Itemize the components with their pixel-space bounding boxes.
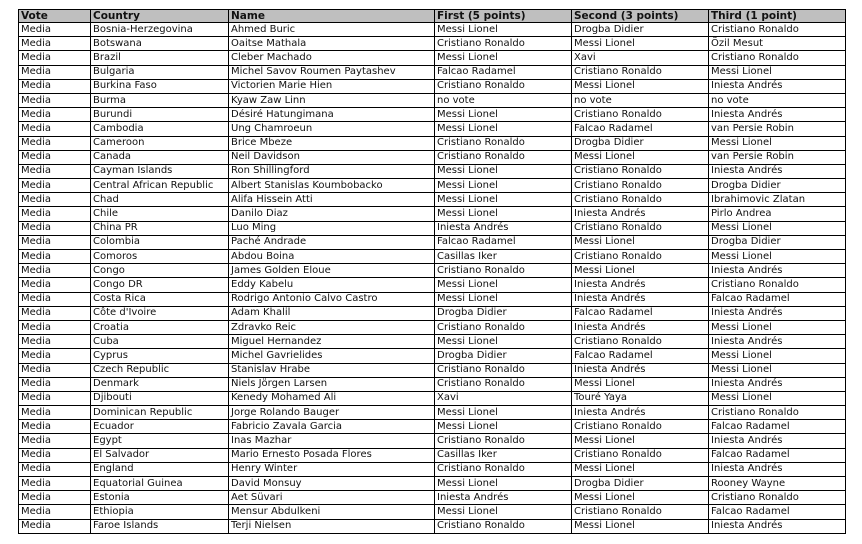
cell-country: Congo DR xyxy=(91,278,229,292)
cell-name: Ahmed Buric xyxy=(229,23,435,37)
cell-first: Messi Lionel xyxy=(435,51,572,65)
cell-second: Messi Lionel xyxy=(572,462,709,476)
table-row xyxy=(19,264,846,278)
cell-first: Falcao Radamel xyxy=(435,235,572,249)
cell-name: Cleber Machado xyxy=(229,51,435,65)
cell-third: Cristiano Ronaldo xyxy=(709,406,846,420)
cell-country: Colombia xyxy=(91,235,229,249)
table-body xyxy=(19,23,846,534)
cell-first: Messi Lionel xyxy=(435,108,572,122)
cell-third: Falcao Radamel xyxy=(709,292,846,306)
cell-country: Czech Republic xyxy=(91,363,229,377)
cell-name: Brice Mbeze xyxy=(229,136,435,150)
cell-third: Cristiano Ronaldo xyxy=(709,278,846,292)
cell-first: Messi Lionel xyxy=(435,207,572,221)
cell-first: Messi Lionel xyxy=(435,23,572,37)
table-row xyxy=(19,235,846,249)
cell-name: Rodrigo Antonio Calvo Castro xyxy=(229,292,435,306)
cell-country: Croatia xyxy=(91,320,229,334)
cell-third: Iniesta Andrés xyxy=(709,335,846,349)
header-vote: Vote xyxy=(19,10,91,23)
cell-second: Cristiano Ronaldo xyxy=(572,420,709,434)
cell-third: Messi Lionel xyxy=(709,250,846,264)
cell-first: Iniesta Andrés xyxy=(435,221,572,235)
cell-vote: Media xyxy=(19,462,91,476)
header-third: Third (1 point) xyxy=(709,10,846,23)
table-row xyxy=(19,65,846,79)
cell-first: Messi Lionel xyxy=(435,335,572,349)
cell-vote: Media xyxy=(19,93,91,107)
cell-second: Messi Lionel xyxy=(572,235,709,249)
cell-first: Xavi xyxy=(435,391,572,405)
cell-first: Cristiano Ronaldo xyxy=(435,150,572,164)
cell-third: Messi Lionel xyxy=(709,320,846,334)
table-row xyxy=(19,37,846,51)
cell-second: Cristiano Ronaldo xyxy=(572,448,709,462)
cell-name: Michel Savov Roumen Paytashev xyxy=(229,65,435,79)
cell-vote: Media xyxy=(19,306,91,320)
cell-third: Iniesta Andrés xyxy=(709,164,846,178)
cell-vote: Media xyxy=(19,477,91,491)
table-row xyxy=(19,122,846,136)
cell-name: Victorien Marie Hien xyxy=(229,79,435,93)
cell-name: Jorge Rolando Bauger xyxy=(229,406,435,420)
cell-third: Iniesta Andrés xyxy=(709,434,846,448)
cell-first: Messi Lionel xyxy=(435,505,572,519)
cell-vote: Media xyxy=(19,108,91,122)
cell-third: Iniesta Andrés xyxy=(709,519,846,533)
cell-country: Comoros xyxy=(91,250,229,264)
cell-second: Cristiano Ronaldo xyxy=(572,193,709,207)
cell-first: Messi Lionel xyxy=(435,193,572,207)
cell-third: Cristiano Ronaldo xyxy=(709,23,846,37)
table-row xyxy=(19,420,846,434)
cell-name: Stanislav Hrabe xyxy=(229,363,435,377)
votes-sheet xyxy=(18,9,846,534)
cell-second: Falcao Radamel xyxy=(572,349,709,363)
cell-name: Mario Ernesto Posada Flores xyxy=(229,448,435,462)
cell-first: Casillas Iker xyxy=(435,448,572,462)
cell-name: Luo Ming xyxy=(229,221,435,235)
cell-first: Cristiano Ronaldo xyxy=(435,79,572,93)
cell-country: Canada xyxy=(91,150,229,164)
cell-second: Cristiano Ronaldo xyxy=(572,164,709,178)
cell-country: Bulgaria xyxy=(91,65,229,79)
cell-first: Messi Lionel xyxy=(435,420,572,434)
header-first: First (5 points) xyxy=(435,10,572,23)
table-row xyxy=(19,377,846,391)
cell-vote: Media xyxy=(19,179,91,193)
cell-vote: Media xyxy=(19,448,91,462)
cell-third: Falcao Radamel xyxy=(709,420,846,434)
cell-third: Iniesta Andrés xyxy=(709,306,846,320)
cell-third: van Persie Robin xyxy=(709,122,846,136)
cell-country: Burma xyxy=(91,93,229,107)
table-row xyxy=(19,306,846,320)
table-row xyxy=(19,292,846,306)
cell-country: Bosnia-Herzegovina xyxy=(91,23,229,37)
header-country: Country xyxy=(91,10,229,23)
cell-first: Casillas Iker xyxy=(435,250,572,264)
cell-second: Cristiano Ronaldo xyxy=(572,250,709,264)
cell-country: Burkina Faso xyxy=(91,79,229,93)
cell-vote: Media xyxy=(19,164,91,178)
cell-country: Central African Republic xyxy=(91,179,229,193)
table-row xyxy=(19,136,846,150)
cell-name: Inas Mazhar xyxy=(229,434,435,448)
cell-third: Messi Lionel xyxy=(709,349,846,363)
cell-country: Equatorial Guinea xyxy=(91,477,229,491)
cell-second: Iniesta Andrés xyxy=(572,278,709,292)
table-row xyxy=(19,477,846,491)
cell-vote: Media xyxy=(19,505,91,519)
cell-vote: Media xyxy=(19,377,91,391)
cell-second: Cristiano Ronaldo xyxy=(572,505,709,519)
cell-country: Egypt xyxy=(91,434,229,448)
cell-second: Iniesta Andrés xyxy=(572,292,709,306)
cell-third: Messi Lionel xyxy=(709,136,846,150)
header-second: Second (3 points) xyxy=(572,10,709,23)
cell-name: Miguel Hernandez xyxy=(229,335,435,349)
cell-vote: Media xyxy=(19,434,91,448)
cell-third: Drogba Didier xyxy=(709,235,846,249)
cell-third: Falcao Radamel xyxy=(709,505,846,519)
cell-second: Falcao Radamel xyxy=(572,122,709,136)
cell-name: James Golden Eloue xyxy=(229,264,435,278)
cell-third: Ibrahimovic Zlatan xyxy=(709,193,846,207)
cell-vote: Media xyxy=(19,420,91,434)
cell-name: Neil Davidson xyxy=(229,150,435,164)
cell-country: Dominican Republic xyxy=(91,406,229,420)
cell-name: Terji Nielsen xyxy=(229,519,435,533)
cell-second: Messi Lionel xyxy=(572,377,709,391)
cell-second: Touré Yaya xyxy=(572,391,709,405)
cell-third: Özil Mesut xyxy=(709,37,846,51)
cell-name: Désiré Hatungimana xyxy=(229,108,435,122)
cell-first: Cristiano Ronaldo xyxy=(435,519,572,533)
header-row xyxy=(19,10,846,23)
table-row xyxy=(19,391,846,405)
cell-first: Cristiano Ronaldo xyxy=(435,462,572,476)
cell-second: Iniesta Andrés xyxy=(572,320,709,334)
cell-name: Adam Khalil xyxy=(229,306,435,320)
cell-country: Côte d'Ivoire xyxy=(91,306,229,320)
cell-first: Cristiano Ronaldo xyxy=(435,377,572,391)
cell-vote: Media xyxy=(19,23,91,37)
cell-second: no vote xyxy=(572,93,709,107)
table-row xyxy=(19,207,846,221)
table-row xyxy=(19,51,846,65)
cell-first: Messi Lionel xyxy=(435,278,572,292)
table-row xyxy=(19,23,846,37)
cell-name: Aet Süvari xyxy=(229,491,435,505)
cell-first: Cristiano Ronaldo xyxy=(435,264,572,278)
cell-country: Estonia xyxy=(91,491,229,505)
table-row xyxy=(19,179,846,193)
cell-country: Denmark xyxy=(91,377,229,391)
table-row xyxy=(19,406,846,420)
cell-vote: Media xyxy=(19,207,91,221)
cell-second: Messi Lionel xyxy=(572,150,709,164)
cell-second: Cristiano Ronaldo xyxy=(572,65,709,79)
table-row xyxy=(19,221,846,235)
cell-first: no vote xyxy=(435,93,572,107)
table-row xyxy=(19,250,846,264)
cell-third: Cristiano Ronaldo xyxy=(709,51,846,65)
cell-third: Falcao Radamel xyxy=(709,448,846,462)
table-row xyxy=(19,278,846,292)
cell-third: van Persie Robin xyxy=(709,150,846,164)
cell-second: Messi Lionel xyxy=(572,434,709,448)
table-row xyxy=(19,349,846,363)
cell-first: Cristiano Ronaldo xyxy=(435,136,572,150)
cell-vote: Media xyxy=(19,519,91,533)
cell-vote: Media xyxy=(19,136,91,150)
cell-first: Drogba Didier xyxy=(435,306,572,320)
cell-third: Iniesta Andrés xyxy=(709,377,846,391)
cell-first: Messi Lionel xyxy=(435,292,572,306)
cell-first: Messi Lionel xyxy=(435,122,572,136)
cell-name: Albert Stanislas Koumbobacko xyxy=(229,179,435,193)
cell-vote: Media xyxy=(19,235,91,249)
cell-vote: Media xyxy=(19,335,91,349)
cell-vote: Media xyxy=(19,250,91,264)
cell-third: Pirlo Andrea xyxy=(709,207,846,221)
cell-second: Iniesta Andrés xyxy=(572,207,709,221)
cell-second: Iniesta Andrés xyxy=(572,406,709,420)
cell-country: Congo xyxy=(91,264,229,278)
cell-first: Messi Lionel xyxy=(435,164,572,178)
cell-first: Cristiano Ronaldo xyxy=(435,363,572,377)
header-name: Name xyxy=(229,10,435,23)
cell-second: Drogba Didier xyxy=(572,23,709,37)
cell-first: Messi Lionel xyxy=(435,477,572,491)
table-row xyxy=(19,93,846,107)
cell-name: Alifa Hissein Atti xyxy=(229,193,435,207)
cell-second: Drogba Didier xyxy=(572,136,709,150)
cell-vote: Media xyxy=(19,278,91,292)
cell-country: Chad xyxy=(91,193,229,207)
cell-country: Cuba xyxy=(91,335,229,349)
cell-first: Falcao Radamel xyxy=(435,65,572,79)
cell-second: Cristiano Ronaldo xyxy=(572,108,709,122)
table-row xyxy=(19,434,846,448)
cell-third: Messi Lionel xyxy=(709,221,846,235)
cell-second: Cristiano Ronaldo xyxy=(572,335,709,349)
cell-country: El Salvador xyxy=(91,448,229,462)
table-row xyxy=(19,108,846,122)
cell-vote: Media xyxy=(19,264,91,278)
cell-country: Botswana xyxy=(91,37,229,51)
cell-name: Eddy Kabelu xyxy=(229,278,435,292)
cell-third: Iniesta Andrés xyxy=(709,462,846,476)
cell-first: Cristiano Ronaldo xyxy=(435,434,572,448)
cell-vote: Media xyxy=(19,349,91,363)
table-row xyxy=(19,79,846,93)
cell-country: Faroe Islands xyxy=(91,519,229,533)
table-row xyxy=(19,491,846,505)
cell-first: Messi Lionel xyxy=(435,406,572,420)
cell-country: Cambodia xyxy=(91,122,229,136)
cell-third: Iniesta Andrés xyxy=(709,264,846,278)
cell-third: no vote xyxy=(709,93,846,107)
table-row xyxy=(19,150,846,164)
cell-second: Iniesta Andrés xyxy=(572,363,709,377)
cell-vote: Media xyxy=(19,406,91,420)
cell-second: Cristiano Ronaldo xyxy=(572,221,709,235)
cell-third: Rooney Wayne xyxy=(709,477,846,491)
cell-country: England xyxy=(91,462,229,476)
table-row xyxy=(19,320,846,334)
cell-first: Cristiano Ronaldo xyxy=(435,320,572,334)
cell-vote: Media xyxy=(19,363,91,377)
cell-second: Xavi xyxy=(572,51,709,65)
cell-vote: Media xyxy=(19,51,91,65)
cell-country: Ethiopia xyxy=(91,505,229,519)
cell-first: Drogba Didier xyxy=(435,349,572,363)
cell-vote: Media xyxy=(19,65,91,79)
table-row xyxy=(19,193,846,207)
table-row xyxy=(19,462,846,476)
cell-vote: Media xyxy=(19,221,91,235)
cell-name: Ron Shillingford xyxy=(229,164,435,178)
table-row xyxy=(19,505,846,519)
cell-second: Messi Lionel xyxy=(572,79,709,93)
cell-first: Cristiano Ronaldo xyxy=(435,37,572,51)
cell-country: Burundi xyxy=(91,108,229,122)
cell-name: Kyaw Zaw Linn xyxy=(229,93,435,107)
cell-country: Chile xyxy=(91,207,229,221)
cell-name: Paché Andrade xyxy=(229,235,435,249)
cell-third: Iniesta Andrés xyxy=(709,108,846,122)
cell-country: Ecuador xyxy=(91,420,229,434)
cell-vote: Media xyxy=(19,79,91,93)
cell-third: Messi Lionel xyxy=(709,363,846,377)
cell-country: Brazil xyxy=(91,51,229,65)
votes-table xyxy=(18,9,846,534)
cell-name: Ung Chamroeun xyxy=(229,122,435,136)
cell-first: Iniesta Andrés xyxy=(435,491,572,505)
cell-name: Oaitse Mathala xyxy=(229,37,435,51)
cell-vote: Media xyxy=(19,193,91,207)
cell-third: Messi Lionel xyxy=(709,65,846,79)
cell-vote: Media xyxy=(19,391,91,405)
cell-vote: Media xyxy=(19,37,91,51)
cell-first: Messi Lionel xyxy=(435,179,572,193)
cell-name: Abdou Boina xyxy=(229,250,435,264)
cell-name: Fabricio Zavala Garcia xyxy=(229,420,435,434)
cell-name: Michel Gavrielides xyxy=(229,349,435,363)
table-row xyxy=(19,519,846,533)
cell-second: Messi Lionel xyxy=(572,491,709,505)
table-row xyxy=(19,335,846,349)
cell-second: Messi Lionel xyxy=(572,519,709,533)
table-row xyxy=(19,448,846,462)
cell-country: Cayman Islands xyxy=(91,164,229,178)
cell-name: David Monsuy xyxy=(229,477,435,491)
cell-country: Djibouti xyxy=(91,391,229,405)
cell-name: Mensur Abdulkeni xyxy=(229,505,435,519)
cell-country: Costa Rica xyxy=(91,292,229,306)
cell-vote: Media xyxy=(19,320,91,334)
cell-second: Falcao Radamel xyxy=(572,306,709,320)
cell-vote: Media xyxy=(19,491,91,505)
cell-name: Danilo Diaz xyxy=(229,207,435,221)
cell-country: Cyprus xyxy=(91,349,229,363)
cell-vote: Media xyxy=(19,150,91,164)
cell-vote: Media xyxy=(19,122,91,136)
cell-vote: Media xyxy=(19,292,91,306)
cell-second: Drogba Didier xyxy=(572,477,709,491)
cell-name: Niels Jörgen Larsen xyxy=(229,377,435,391)
table-row xyxy=(19,363,846,377)
cell-third: Iniesta Andrés xyxy=(709,79,846,93)
cell-country: China PR xyxy=(91,221,229,235)
cell-name: Zdravko Reic xyxy=(229,320,435,334)
cell-country: Cameroon xyxy=(91,136,229,150)
cell-second: Cristiano Ronaldo xyxy=(572,179,709,193)
cell-third: Drogba Didier xyxy=(709,179,846,193)
cell-name: Kenedy Mohamed Ali xyxy=(229,391,435,405)
cell-second: Messi Lionel xyxy=(572,264,709,278)
cell-name: Henry Winter xyxy=(229,462,435,476)
table-row xyxy=(19,164,846,178)
cell-second: Messi Lionel xyxy=(572,37,709,51)
cell-third: Cristiano Ronaldo xyxy=(709,491,846,505)
cell-third: Messi Lionel xyxy=(709,391,846,405)
